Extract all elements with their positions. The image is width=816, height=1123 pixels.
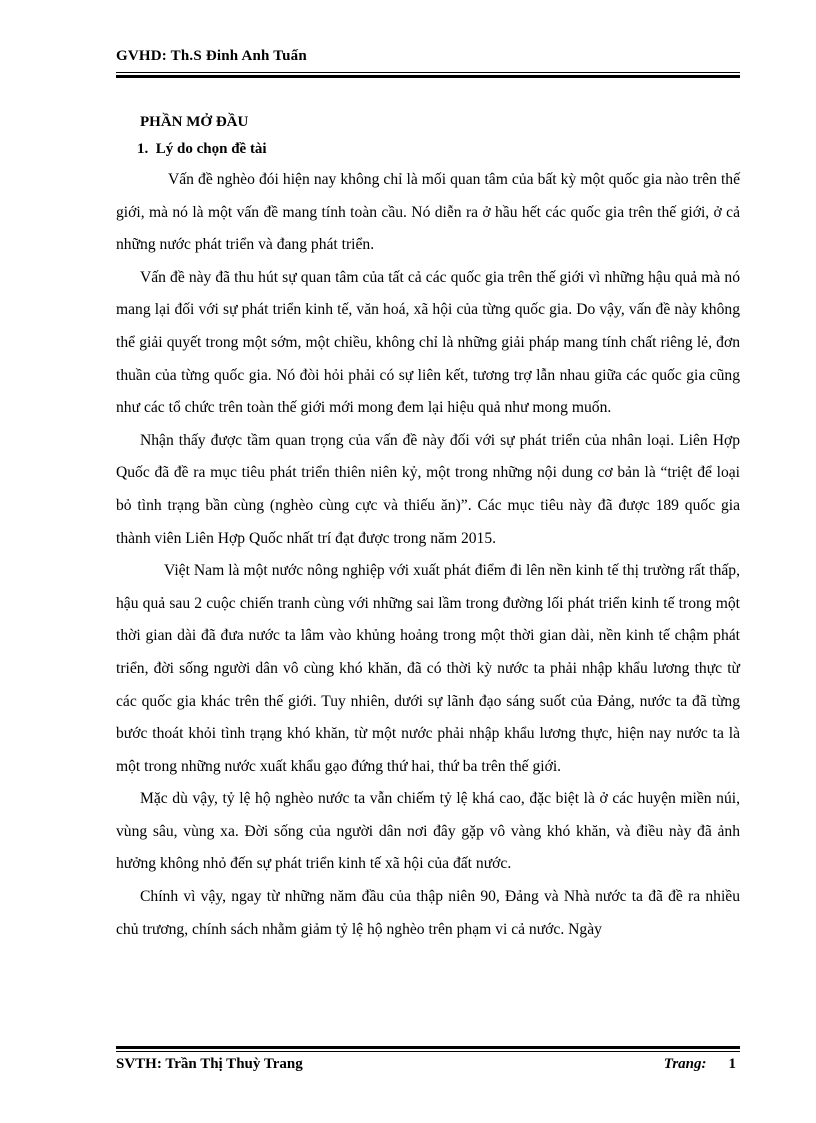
page-label: Trang: [663, 1056, 707, 1072]
header-rule-thick [116, 75, 740, 78]
advisor-name: GVHD: Th.S Đinh Anh Tuấn [116, 48, 307, 64]
subsection-heading [137, 138, 740, 164]
subsection-title: Lý do chọn đề tài [155, 141, 267, 157]
paragraph-2: Vấn đề này đã thu hút sự quan tâm của tất cả các quốc gia trên thế giới vì những hậu quả mà nó mang lại đối với sự phát triển kinh tế, văn hoá, xã hội của từng quốc gia. Do vậy, vấn đề này không thể giải quyết trong một sớm, một chiều, không chỉ là những giải pháp mang tính chất riêng lẻ, đơn thuần của từng quốc gia. Nó đòi hỏi phải có sự liên kết, tương trợ lẫn nhau giữa các quốc gia cũng như các tổ chức trên toàn thế giới mới mong đem lại hiệu quả như mong muốn. [116, 268, 740, 417]
footer-rule-thin [116, 1051, 740, 1052]
page-header [116, 48, 740, 70]
section-title: PHẦN MỞ ĐẦU [140, 114, 249, 130]
subsection-number: 1. [137, 141, 149, 157]
footer-rule-thick [116, 1046, 740, 1049]
paragraph-1: Vấn đề nghèo đói hiện nay không chỉ là mối quan tâm của bất kỳ một quốc gia nào trên thế giới, mà nó là một vấn đề mang tính toàn cầu. Nó diễn ra ở hầu hết các quốc gia trên thế giới, ở cả những nước phát triển và đang phát triển. [116, 171, 740, 254]
page-number: 1 [728, 1056, 736, 1072]
document-body [116, 106, 740, 946]
header-rule-thin [116, 72, 740, 73]
paragraph-5: Mặc dù vậy, tỷ lệ hộ nghèo nước ta vẫn chiếm tỷ lệ khá cao, đặc biệt là ở các huyện miền núi, vùng sâu, vùng xa. Đời sống của người dân nơi đây gặp vô vàng khó khăn, và điều này đã ảnh hưởng không nhỏ đến sự phát triển kinh tế xã hội của đất nước. [116, 790, 740, 873]
student-name: SVTH: Trần Thị Thuỳ Trang [116, 1056, 303, 1072]
page-indicator [664, 1056, 736, 1073]
paragraph-6: Chính vì vậy, ngay từ những năm đầu của thập niên 90, Đảng và Nhà nước ta đã đề ra nhiều chủ trương, chính sách nhằm giảm tỷ lệ hộ nghèo trên phạm vi cả nước. Ngày [116, 888, 740, 938]
page-footer [116, 1056, 740, 1078]
paragraph-4: Việt Nam là một nước nông nghiệp với xuất phát điểm đi lên nền kinh tế thị trường rất thấp, hậu quả sau 2 cuộc chiến tranh cùng với những sai lầm trong đường lối phát triển kinh tế trong một thời gian dài đã đưa nước ta lâm vào khủng hoảng trong một thời gian dài, nền kinh tế chậm phát triển, đời sống người dân vô cùng khó khăn, đã có thời kỳ nước ta phải nhập khẩu lương thực từ các quốc gia khác trên thế giới. Tuy nhiên, dưới sự lãnh đạo sáng suốt của Đảng, nước ta đã từng bước thoát khỏi tình trạng khó khăn, từ một nước phải nhập khẩu lương thực, hiện nay nước ta là một trong những nước xuất khẩu gạo đứng thứ hai, thứ ba trên thế giới. [116, 562, 740, 775]
paragraph-3: Nhận thấy được tầm quan trọng của vấn đề này đối với sự phát triển của nhân loại. Liên Hợp Quốc đã đề ra mục tiêu phát triển thiên niên kỷ, một trong những nội dung cơ bản là “triệt để loại bỏ tình trạng bần cùng (nghèo cùng cực và thiếu ăn)”. Các mục tiêu này đã được 189 quốc gia thành viên Liên Hợp Quốc nhất trí đạt được trong năm 2015. [116, 431, 740, 547]
